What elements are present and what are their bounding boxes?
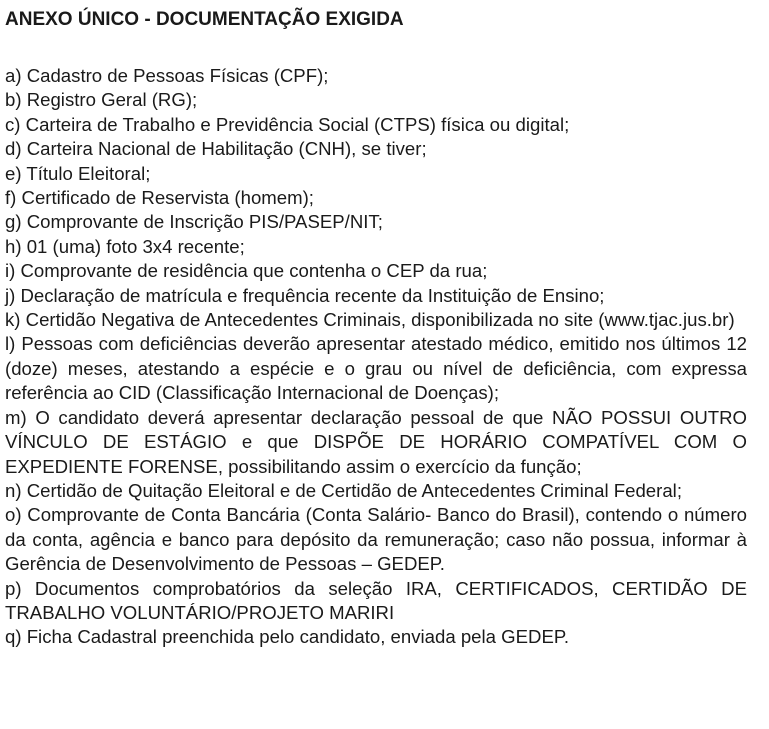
list-item-n: n) Certidão de Quitação Eleitoral e de Certidão de Antecedentes Criminal Federal; xyxy=(5,479,682,501)
list-item-c: c) Carteira de Trabalho e Previdência Social (CTPS) física ou digital; xyxy=(5,113,570,135)
list-item-a: a) Cadastro de Pessoas Físicas (CPF); xyxy=(5,65,329,86)
document-page xyxy=(5,8,747,650)
list-item-f: f) Certificado de Reservista (homem); xyxy=(5,187,314,209)
list-item-o: o) Comprovante de Conta Bancária (Conta Salário- Banco do Brasil), contendo o número da conta, agência e banco para depósito da remuneração; caso não possua, informar à Gerência de Desenvolvimento de Pessoas – GEDEP. xyxy=(5,504,747,575)
list-item-d: d) Carteira Nacional de Habilitação (CNH), se tiver; xyxy=(5,138,427,160)
list-item-e: e) Título Eleitoral; xyxy=(5,162,151,184)
list-item-k: k) Certidão Negativa de Antecedentes Criminais, disponibilizada no site (www.tjac.jus.br) xyxy=(5,309,735,331)
list-item-b: b) Registro Geral (RG); xyxy=(5,89,198,111)
list-item-i: i) Comprovante de residência que contenha o CEP da rua; xyxy=(5,260,488,282)
required-documents-list xyxy=(5,64,747,650)
list-item-g: g) Comprovante de Inscrição PIS/PASEP/NIT; xyxy=(5,211,383,233)
list-item-p: p) Documentos comprobatórios da seleção IRA, CERTIFICADOS, CERTIDÃO DE TRABALHO VOLUNTÁRIO/PROJETO MARIRI xyxy=(5,577,747,623)
list-item-q: q) Ficha Cadastral preenchida pelo candidato, enviada pela GEDEP. xyxy=(5,626,570,648)
list-item-j: j) Declaração de matrícula e frequência recente da Instituição de Ensino; xyxy=(5,284,605,306)
list-item-h: h) 01 (uma) foto 3x4 recente; xyxy=(5,235,245,257)
list-item-m: m) O candidato deverá apresentar declaração pessoal de que NÃO POSSUI OUTRO VÍNCULO DE ESTÁGIO e que DISPÕE DE HORÁRIO COMPATÍVEL COM O EXPEDIENTE FORENSE, possibilitando assim o exercício da função; xyxy=(5,406,747,477)
list-item-l: l) Pessoas com deficiências deverão apresentar atestado médico, emitido nos últimos 12 (doze) meses, atestando a espécie e o grau ou nível de deficiência, com expressa referência ao CID (Classificação Internacional de Doenças); xyxy=(5,333,747,404)
document-title: ANEXO ÚNICO - DOCUMENTAÇÃO EXIGIDA xyxy=(5,9,404,30)
